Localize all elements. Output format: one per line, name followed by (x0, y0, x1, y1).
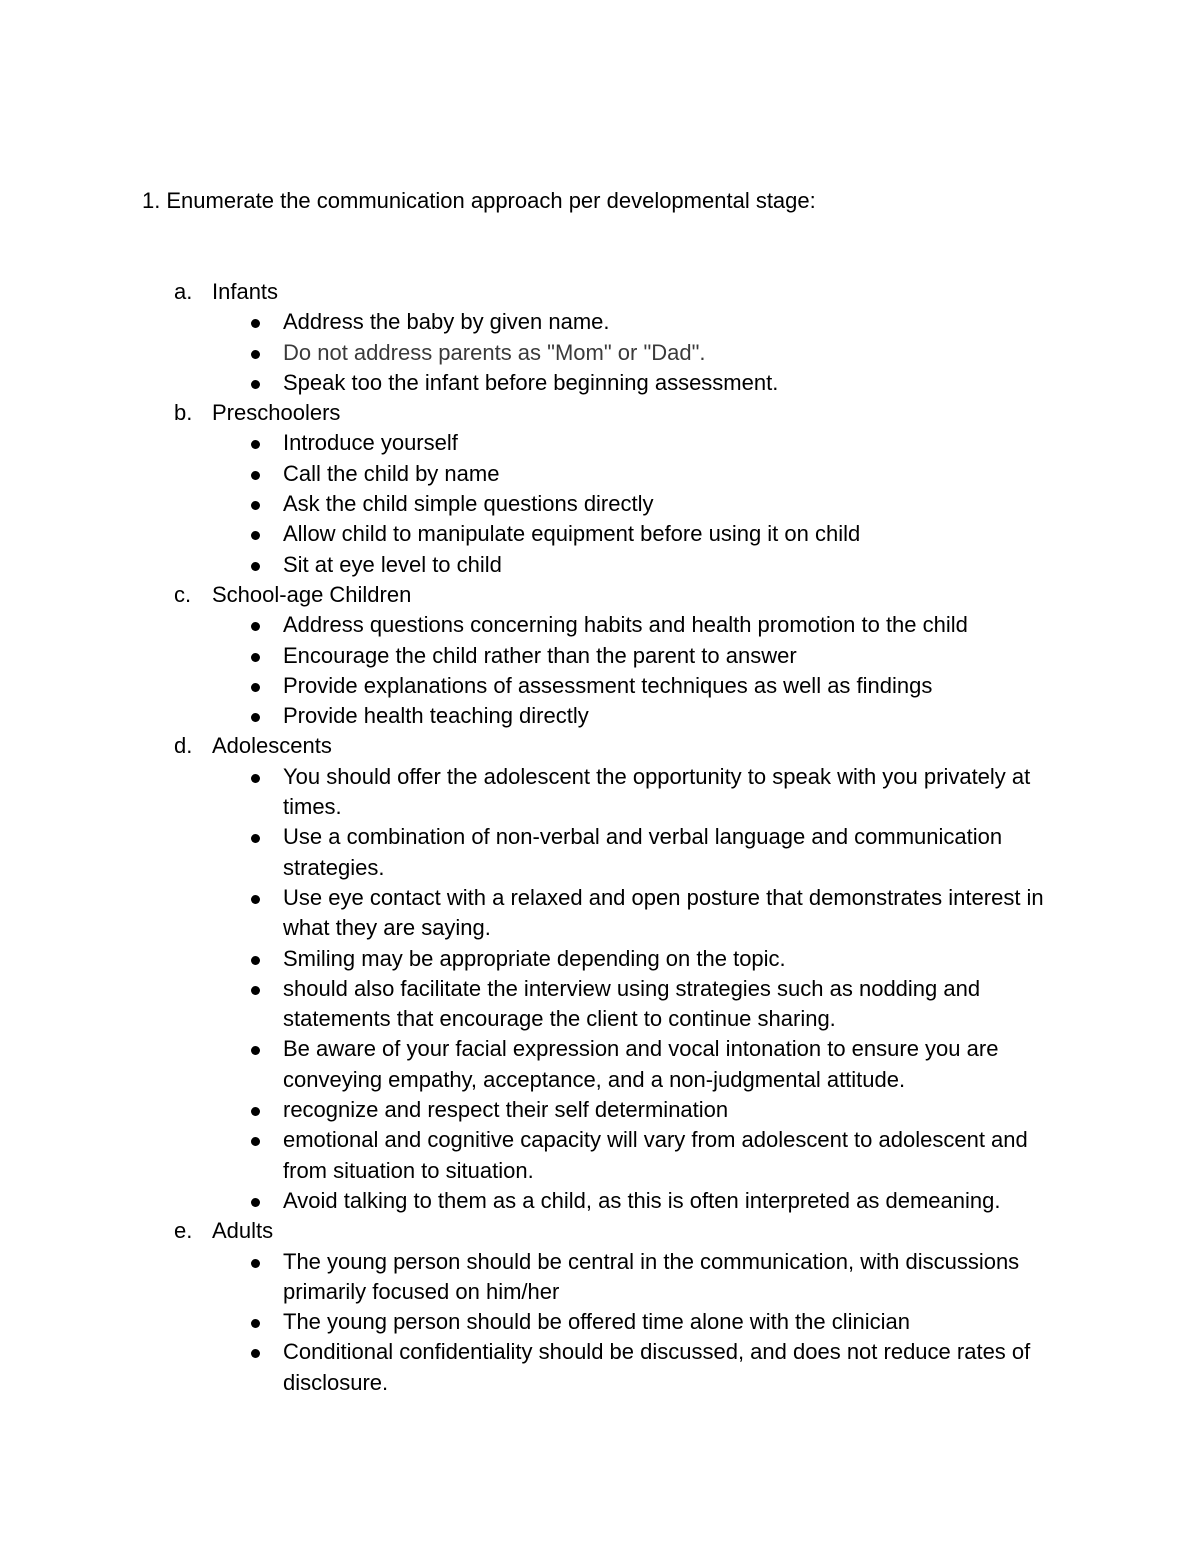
bullet-list (0, 1247, 1200, 1398)
bullet-dot-icon (251, 986, 260, 995)
bullet-text: Address the baby by given name. (283, 309, 610, 335)
bullet-text: Be aware of your facial expression and vocal intonation to ensure you are conveying empathy, acceptance, and a non-judgmental attitude. (283, 1036, 999, 1092)
bullet-item (0, 307, 1063, 337)
section-heading (0, 1216, 1200, 1246)
bullet-item (0, 1095, 1063, 1125)
stage-sections (0, 277, 1200, 1398)
section-letter: d. (174, 733, 193, 759)
bullet-text: Allow child to manipulate equipment before using it on child (283, 521, 861, 547)
bullet-item (0, 1337, 1063, 1398)
bullet-dot-icon (251, 440, 260, 449)
section-title: Preschoolers (212, 400, 341, 426)
bullet-list (0, 762, 1200, 1216)
bullet-text: Sit at eye level to child (283, 551, 502, 577)
bullet-item (0, 1034, 1063, 1095)
bullet-item (0, 944, 1063, 974)
bullet-dot-icon (251, 562, 260, 571)
section-letter: a. (174, 279, 193, 304)
bullet-item (0, 338, 1063, 368)
question-text: Enumerate the communication approach per developmental stage: (166, 188, 816, 213)
bullet-dot-icon (251, 1107, 260, 1116)
bullet-dot-icon (251, 895, 260, 904)
bullet-item (0, 1186, 1063, 1216)
bullet-item (0, 489, 1063, 519)
bullet-dot-icon (251, 713, 260, 722)
bullet-text: Speak too the infant before beginning assessment. (283, 369, 779, 395)
bullet-dot-icon (251, 501, 260, 510)
stage-section (0, 1216, 1200, 1398)
bullet-list (0, 610, 1200, 731)
bullet-dot-icon (251, 1137, 260, 1146)
bullet-text: Conditional confidentiality should be discussed, and does not reduce rates of disclosure. (283, 1339, 1031, 1395)
section-title: Infants (212, 279, 279, 304)
bullet-dot-icon (251, 531, 260, 540)
section-letter: c. (174, 581, 192, 607)
stage-section (0, 580, 1200, 731)
bullet-item (0, 1125, 1063, 1186)
bullet-dot-icon (251, 653, 260, 662)
bullet-item (0, 1247, 1063, 1308)
bullet-text: emotional and cognitive capacity will vary from adolescent to adolescent and from situation to situation. (283, 1127, 1028, 1183)
section-letter: b. (174, 400, 193, 426)
bullet-item (0, 762, 1063, 823)
bullet-text: Provide health teaching directly (283, 703, 589, 729)
bullet-text: Address questions concerning habits and health promotion to the child (283, 612, 968, 638)
bullet-item (0, 701, 1063, 731)
section-title: Adolescents (212, 733, 332, 759)
section-title: School-age Children (212, 581, 412, 607)
question-number: 1. (142, 188, 161, 213)
bullet-dot-icon (251, 774, 260, 783)
bullet-text: should also facilitate the interview using strategies such as nodding and statements that encourage the client to continue sharing. (283, 975, 981, 1032)
bullet-text: Use eye contact with a relaxed and open posture that demonstrates interest in what they are saying. (283, 884, 1044, 941)
bullet-text: Ask the child simple questions directly (283, 491, 654, 517)
bullet-text: Do not address parents as "Mom" or "Dad". (283, 339, 706, 365)
bullet-dot-icon (251, 622, 260, 631)
bullet-dot-icon (251, 1198, 260, 1207)
bullet-item (0, 883, 1063, 944)
bullet-list (0, 307, 1200, 398)
bullet-text: Use a combination of non-verbal and verbal language and communication strategies. (283, 824, 1003, 880)
section-heading (0, 277, 1200, 307)
section-letter: e. (174, 1218, 193, 1244)
bullet-text: You should offer the adolescent the opportunity to speak with you privately at times. (283, 763, 1031, 820)
bullet-dot-icon (251, 1046, 260, 1055)
bullet-item (0, 428, 1063, 458)
bullet-item (0, 1307, 1063, 1337)
bullet-text: Provide explanations of assessment techniques as well as findings (283, 672, 933, 698)
stage-section (0, 398, 1200, 580)
bullet-text: The young person should be offered time alone with the clinician (283, 1309, 910, 1335)
bullet-dot-icon (251, 956, 260, 965)
section-heading (0, 580, 1200, 610)
section-heading (0, 398, 1200, 428)
stage-section (0, 731, 1200, 1216)
bullet-item (0, 519, 1063, 549)
bullet-text: Avoid talking to them as a child, as this is often interpreted as demeaning. (283, 1187, 1001, 1213)
bullet-text: recognize and respect their self determination (283, 1097, 729, 1123)
bullet-item (0, 610, 1063, 640)
bullet-text: Encourage the child rather than the parent to answer (283, 642, 797, 668)
stage-section (0, 277, 1200, 398)
bullet-dot-icon (251, 319, 260, 328)
bullet-dot-icon (251, 1259, 260, 1268)
bullet-dot-icon (251, 1349, 260, 1358)
bullet-dot-icon (251, 471, 260, 480)
bullet-text: Smiling may be appropriate depending on the topic. (283, 945, 786, 971)
question-heading (142, 186, 816, 216)
bullet-text: Call the child by name (283, 460, 500, 486)
section-title: Adults (212, 1218, 274, 1244)
bullet-item (0, 822, 1063, 883)
bullet-item (0, 974, 1063, 1035)
bullet-list (0, 428, 1200, 579)
bullet-item (0, 671, 1063, 701)
bullet-dot-icon (251, 380, 260, 389)
bullet-dot-icon (251, 350, 260, 359)
bullet-text: The young person should be central in the communication, with discussions primarily focused on him/her (283, 1248, 1020, 1304)
bullet-item (0, 550, 1063, 580)
section-heading (0, 731, 1200, 761)
bullet-dot-icon (251, 834, 260, 843)
bullet-item (0, 641, 1063, 671)
bullet-text: Introduce yourself (283, 430, 458, 456)
bullet-dot-icon (251, 683, 260, 692)
bullet-item (0, 459, 1063, 489)
bullet-item (0, 368, 1063, 398)
bullet-dot-icon (251, 1319, 260, 1328)
